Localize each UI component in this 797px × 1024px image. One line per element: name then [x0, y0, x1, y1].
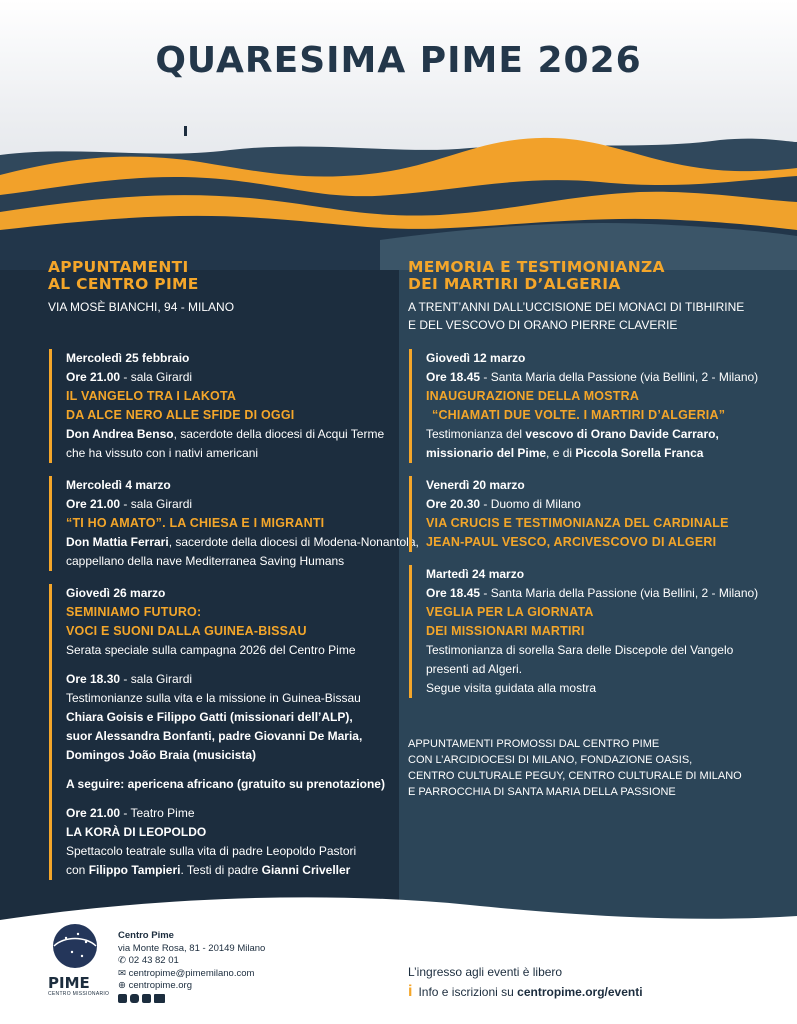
event-place: - Santa Maria della Passione (via Bellini, 2 - Milano) — [480, 586, 759, 600]
event-desc: Serata speciale sulla campagna 2026 del Centro Pime — [66, 643, 356, 657]
event-time: Ore 18.30 — [66, 672, 121, 686]
web-icon: ⊕ — [118, 980, 129, 991]
right-subtitle-line1: A TRENT’ANNI DALL’UCCISIONE DEI MONACI DI TIBHIRINE — [408, 300, 745, 314]
event-20-marzo — [409, 476, 796, 552]
event-desc: Testimonianze sulla vita e la missione in Guinea-Bissau — [66, 691, 361, 705]
phone-number[interactable]: 02 43 82 01 — [128, 955, 179, 966]
org-address: via Monte Rosa, 81 - 20149 Milano — [118, 942, 266, 954]
event-desc: cappellano della nave Mediterranea Saving Humans — [66, 554, 345, 568]
event-26-marzo — [49, 584, 396, 880]
events-link[interactable]: centropime.org/eventi — [517, 985, 643, 999]
event-date: Giovedì 26 marzo — [66, 586, 166, 600]
event-place: - Duomo di Milano — [480, 497, 581, 511]
free-entry-note: L’ingresso agli eventi è libero — [408, 965, 563, 979]
event-desc-bold: vescovo di Orano Davide Carraro, — [525, 427, 719, 441]
event-names: suor Alessandra Bonfanti, padre Giovanni De Maria, — [66, 729, 363, 743]
logo-subtitle: CENTRO MISSIONARIO — [48, 991, 110, 997]
desert-dunes-illustration — [0, 120, 797, 270]
email-icon: ✉ — [118, 967, 129, 979]
promo-line: CON L’ARCIDIOCESI DI MILANO, FONDAZIONE OASIS, — [408, 754, 693, 766]
phone-icon: ✆ — [118, 955, 129, 966]
page-title: QUARESIMA PIME 2026 — [155, 40, 642, 81]
right-heading-line2: DEI MARTIRI D’ALGERIA — [408, 275, 621, 293]
credit-name: Gianni Criveller — [261, 863, 351, 877]
show-desc: Spettacolo teatrale sulla vita di padre Leopoldo Pastori — [66, 844, 357, 858]
left-address: VIA MOSÈ BIANCHI, 94 - MILANO — [48, 300, 235, 314]
right-heading-line1: MEMORIA E TESTIMONIANZA — [408, 258, 665, 276]
event-title: VEGLIA PER LA GIORNATA — [426, 605, 594, 619]
event-desc: , e di — [546, 446, 576, 460]
email-link[interactable]: centropime@pimemilano.com — [128, 967, 255, 979]
instagram-icon[interactable] — [130, 994, 139, 1003]
youtube-icon[interactable] — [154, 994, 165, 1003]
event-time: Ore 18.45 — [426, 370, 481, 384]
event-place: - Teatro Pime — [120, 806, 195, 820]
event-time: Ore 21.00 — [66, 370, 121, 384]
left-heading — [48, 259, 199, 293]
event-title: “CHIAMATI DUE VOLTE. I MARTIRI D’ALGERIA” — [432, 408, 726, 422]
left-heading-line1: APPUNTAMENTI — [48, 258, 189, 276]
linkedin-icon[interactable] — [142, 994, 151, 1003]
logo-text: PIME — [48, 974, 90, 992]
footer-info — [408, 962, 643, 1002]
event-25-febbraio — [49, 349, 396, 463]
promo-line: E PARROCCHIA DI SANTA MARIA DELLA PASSIONE — [408, 786, 676, 798]
event-time: Ore 20.30 — [426, 497, 481, 511]
event-12-marzo — [409, 349, 796, 463]
website-link[interactable]: centropime.org — [128, 980, 192, 991]
org-name: Centro Pime — [118, 930, 174, 941]
event-place: - sala Girardi — [120, 672, 193, 686]
show-credits — [66, 861, 396, 880]
event-date: Giovedì 12 marzo — [426, 351, 526, 365]
event-desc: , sacerdote della diocesi di Acqui Terme — [173, 427, 385, 441]
event-desc: , sacerdote della diocesi di Modena-Nonantola, — [168, 535, 419, 549]
info-icon: i — [408, 983, 413, 1000]
event-4-marzo — [49, 476, 419, 571]
event-date: Mercoledì 25 febbraio — [66, 351, 190, 365]
show-title: LA KORÀ DI LEOPOLDO — [66, 825, 207, 839]
event-date: Martedì 24 marzo — [426, 567, 525, 581]
right-subtitle-line2: E DEL VESCOVO DI ORANO PIERRE CLAVERIE — [408, 318, 678, 332]
event-desc: Segue visita guidata alla mostra — [426, 681, 597, 695]
event-title: VIA CRUCIS E TESTIMONIANZA DEL CARDINALE — [426, 516, 729, 530]
event-names: Chiara Goisis e Filippo Gatti (missionari dell’ALP), — [66, 710, 353, 724]
info-text: Info e iscrizioni su — [418, 985, 518, 999]
event-desc: Testimonianza del — [426, 427, 526, 441]
event-names: Domingos João Braia (musicista) — [66, 748, 257, 762]
event-date: Venerdì 20 marzo — [426, 478, 525, 492]
event-place: - sala Girardi — [120, 370, 193, 384]
event-followup: A seguire: apericena africano (gratuito su prenotazione) — [66, 777, 385, 791]
event-title: “TI HO AMATO”. LA CHIESA E I MIGRANTI — [66, 516, 325, 530]
globe-icon — [48, 922, 103, 970]
event-speaker: Don Mattia Ferrari — [66, 535, 169, 549]
promo-line: CENTRO CULTURALE PEGUY, CENTRO CULTURALE DI MILANO — [408, 770, 742, 782]
event-title: JEAN-PAUL VESCO, ARCIVESCOVO DI ALGERI — [426, 535, 717, 549]
event-time: Ore 18.45 — [426, 586, 481, 600]
event-desc: che ha vissuto con i nativi americani — [66, 446, 259, 460]
contact-block — [118, 930, 265, 1006]
pime-logo — [48, 922, 110, 997]
event-title: DA ALCE NERO ALLE SFIDE DI OGGI — [66, 408, 295, 422]
event-title: SEMINIAMO FUTURO: — [66, 605, 202, 619]
right-heading — [408, 259, 665, 293]
event-speaker: Don Andrea Benso — [66, 427, 174, 441]
event-title: IL VANGELO TRA I LAKOTA — [66, 389, 237, 403]
event-title: VOCI E SUONI DALLA GUINEA-BISSAU — [66, 624, 307, 638]
event-title: DEI MISSIONARI MARTIRI — [426, 624, 585, 638]
right-subtitle — [408, 298, 744, 334]
left-heading-line2: AL CENTRO PIME — [48, 275, 199, 293]
credit-text: con — [66, 863, 89, 877]
event-desc: presenti ad Algeri. — [426, 662, 523, 676]
event-date: Mercoledì 4 marzo — [66, 478, 171, 492]
event-place: - Santa Maria della Passione (via Bellini, 2 - Milano) — [480, 370, 759, 384]
event-24-marzo — [409, 565, 796, 698]
event-time: Ore 21.00 — [66, 806, 121, 820]
promoters-note — [408, 736, 742, 800]
credit-text: . Testi di padre — [180, 863, 262, 877]
event-desc-bold: Piccola Sorella Franca — [575, 446, 704, 460]
event-place: - sala Girardi — [120, 497, 193, 511]
event-title: INAUGURAZIONE DELLA MOSTRA — [426, 389, 640, 403]
event-desc: Testimonianza di sorella Sara delle Discepole del Vangelo — [426, 643, 734, 657]
facebook-icon[interactable] — [118, 994, 127, 1003]
event-time: Ore 21.00 — [66, 497, 121, 511]
event-desc-bold: missionario del Pime — [426, 446, 547, 460]
promo-line: APPUNTAMENTI PROMOSSI DAL CENTRO PIME — [408, 738, 660, 750]
credit-name: Filippo Tampieri — [88, 863, 181, 877]
